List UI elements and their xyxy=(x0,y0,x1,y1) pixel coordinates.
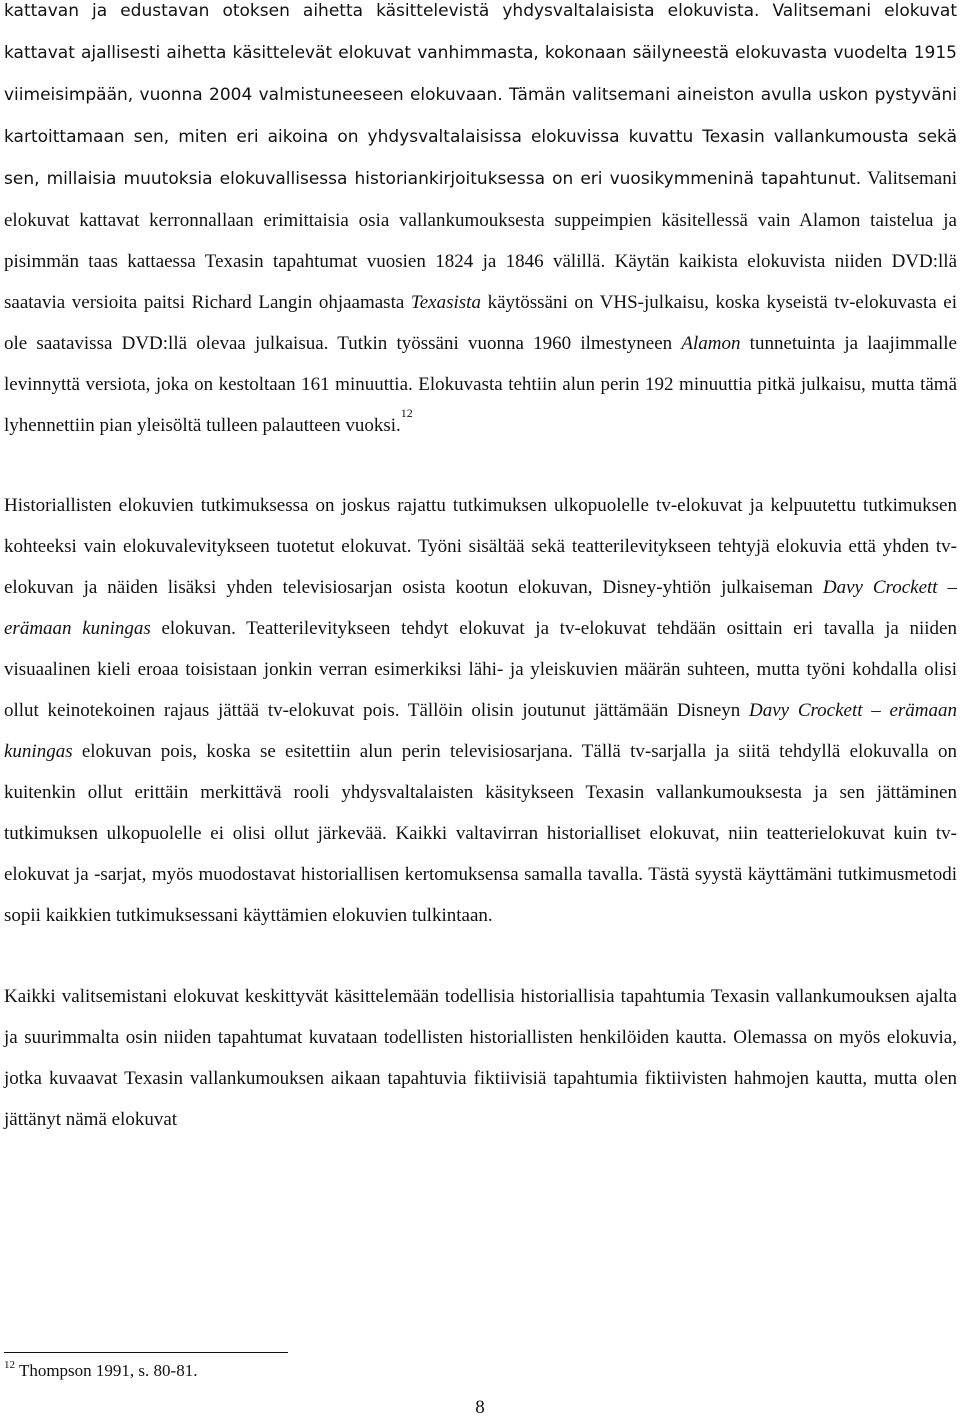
document-page xyxy=(4,0,957,1140)
page-number: 8 xyxy=(475,1397,485,1418)
paragraph-2 xyxy=(4,485,957,936)
paragraph-3 xyxy=(4,976,957,1140)
paragraph-1 xyxy=(4,0,957,446)
text-segment: Valitsemani elokuvat kattavat kerronnallaan erimittaisia osia vallankumouksesta suppeimpien käsitellessä vain Alamon taistelua ja pisimmän taas kattaessa Texasin tapahtumat vuosien 1824 ja 1846 välillä. xyxy=(4,168,957,272)
footnote xyxy=(4,1360,197,1382)
text-segment: käytössäni on VHS-julkaisu, koska kyseistä tv-elokuvasta ei ole saatavissa DVD:llä olevaa julkaisua. Tutkin työssäni vuonna 1960 ilmestyneen xyxy=(4,292,957,354)
italic-title: Davy Crockett – erämaan kuningas xyxy=(4,700,957,762)
text-segment: Valitsemani elokuvat kattavat ajallisesti aihetta käsittelevät elokuvat vanhimmasta, kokonaan säilyneestä elokuvasta vuodelta 1915 viimeisimpään, vuonna 2004 valmistuneeseen elokuvaan. xyxy=(4,1,958,105)
italic-title: Alamon xyxy=(681,333,741,354)
text-segment: elokuvan pois, koska se esitettiin alun perin televisiosarjana. Tällä tv-sarjalla ja siitä tehdyllä elokuvalla on kuitenkin ollut erittäin merkittävä rooli yhdysvaltalaisten käsitykseen Texasin vallankumouksesta ja sen jättäminen tutkimuksen ulkopuolelle ei olisi ollut järkevää. Kaikki valtavirran historialliset elokuvat, niin teatterielokuvat kuin tv-elokuvat ja -sarjat, myös muodostavat historiallisen kertomuksensa samalla tavalla. Tästä syystä käyttämäni tutkimusmetodi sopii kaikkien tutkimuksessani käyttämien elokuvien tulkintaan. xyxy=(4,741,957,926)
text-segment: kattavan ja edustavan otoksen aihetta käsittelevistä yhdysvaltalaisista elokuvista. xyxy=(4,1,773,21)
text-segment: Historiallisten elokuvien tutkimuksessa on joskus rajattu tutkimuksen ulkopuolelle tv-elokuvat ja kelpuutettu tutkimuksen kohteeksi vain elokuvalevitykseen tuotetut elokuvat. Työni sisältää sekä teatterilevitykseen tehtyjä elokuvia että yhden tv-elokuvan ja näiden lisäksi yhden televisiosarjan osista kootun elokuvan, Disney-yhtiön julkaiseman xyxy=(4,495,957,598)
text-segment: Kaikki valitsemistani elokuvat keskittyvät käsittelemään todellisia historiallisia tapahtumia Texasin vallankumouksen ajalta ja suurimmalta osin niiden tapahtumat kuvataan todellisten historiallisten henkilöiden kautta. Olemassa on myös elokuvia, jotka kuvaavat Texasin vallankumouksen aikaan tapahtuvia fiktiivisiä tapahtumia fiktiivisten hahmojen kautta, mutta olen jättänyt nämä elokuvat xyxy=(4,986,957,1130)
text-segment: tunnetuinta ja laajimmalle levinnyttä versiota, joka on kestoltaan 161 minuuttia. Elokuvasta tehtiin alun perin 192 minuuttia pitkä julkaisu, mutta tämä lyhennettiin pian yleisöltä tulleen palautteen vuoksi. xyxy=(4,333,957,436)
italic-title: Davy Crockett – erämaan kuningas xyxy=(4,577,957,639)
text-segment: elokuvan. Teatterilevitykseen tehdyt elokuvat ja tv-elokuvat tehdään osittain eri tavalla ja niiden visuaalinen kieli eroaa toisistaan jonkin verran esimerkiksi lähi- ja yleiskuvien määrän suhteen, mutta työni kohdalla olisi ollut keinotekoinen rajaus jättää tv-elokuvat pois. Tällöin olisin joutunut jättämään Disneyn xyxy=(4,618,957,721)
footnote-reference: 12 xyxy=(400,406,413,420)
footnote-number: 12 xyxy=(4,1359,15,1371)
footnote-divider xyxy=(4,1352,288,1353)
italic-title: Texasista xyxy=(410,292,481,313)
text-segment: Käytän kaikista elokuvista niiden DVD:llä saatavia versioita paitsi Richard Langin ohjaamasta xyxy=(4,251,958,313)
footnote-text: Thompson 1991, s. 80-81. xyxy=(15,1361,198,1380)
text-segment: Tämän valitsemani aineiston avulla uskon pystyväni kartoittamaan sen, miten eri aikoina on yhdysvaltalaisissa elokuvissa kuvattu Texasin vallankumousta sekä sen, millaisia muutoksia elokuvallisessa historiankirjoituksessa on eri vuosikymmeninä tapahtunut. xyxy=(4,85,957,189)
